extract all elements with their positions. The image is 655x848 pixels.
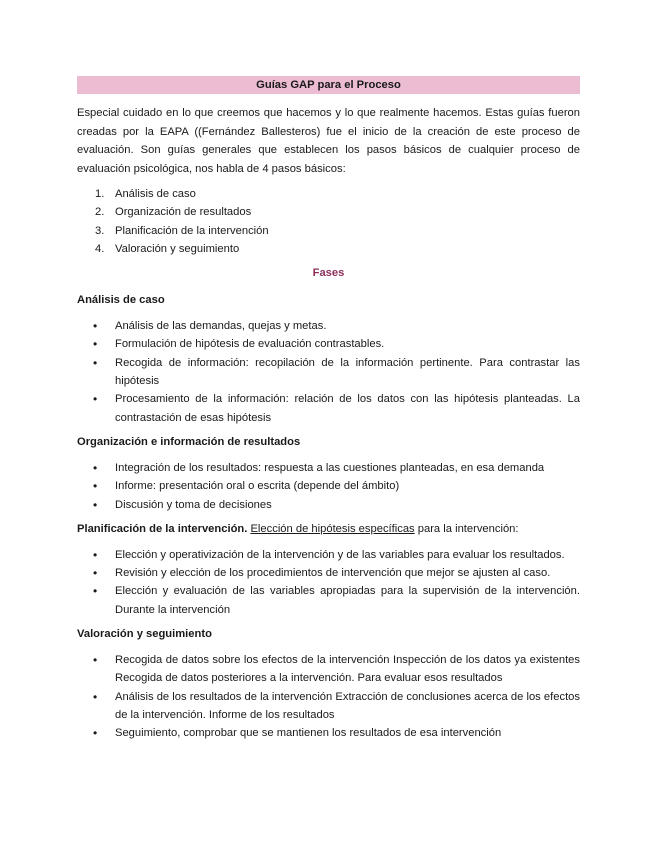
intro-paragraph: Especial cuidado en lo que creemos que hacemos y lo que realmente hacemos. Estas guías fueron creadas por la EAPA ((Fernández Ballesteros) fue el inicio de la creación de este proceso de evaluación. Son guías generales que establecen los pasos básicos de cualquier proceso de evaluación psicológica, nos habla de 4 pasos básicos: xyxy=(77,107,580,175)
section-heading-analisis: Análisis de caso xyxy=(77,294,165,307)
section-list-analisis xyxy=(77,317,580,427)
list-item: • Análisis de las demandas, quejas y metas. xyxy=(77,317,580,335)
list-item: • Análisis de los resultados de la intervención Extracción de conclusiones acerca de los efectos de la intervención. Informe de los resultados xyxy=(93,689,580,721)
section-heading-organizacion: Organización e información de resultados xyxy=(77,435,301,448)
list-item: • Integración de los resultados: respuesta a las cuestiones planteadas, en esa demanda xyxy=(77,459,580,477)
bullet-icon: • xyxy=(93,479,98,494)
bullet-icon: • xyxy=(93,584,98,599)
bullet-icon: • xyxy=(93,566,98,581)
list-item: 2. Organización de resultados xyxy=(95,206,252,219)
list-item: • Recogida de información: recopilación de la información pertinente. Para contrastar las hipótesis xyxy=(93,355,580,388)
steps-list xyxy=(77,185,580,258)
list-item: • Procesamiento de la información: relación de los datos con las hipótesis planteadas. La contrastación de esas hipótesis xyxy=(93,392,580,424)
bullet-icon: • xyxy=(93,392,98,407)
bullet-icon: • xyxy=(93,726,98,741)
list-item: • Seguimiento, comprobar que se mantienen los resultados de esa intervención xyxy=(77,724,580,742)
document-content xyxy=(77,76,580,749)
section-list-valoracion xyxy=(77,651,580,742)
document-title: Guías GAP para el Proceso xyxy=(77,76,580,94)
bullet-icon: • xyxy=(93,460,98,475)
bullet-icon: • xyxy=(93,355,98,370)
list-item: • Formulación de hipótesis de evaluación contrastables. xyxy=(77,335,580,353)
list-item: • Recogida de datos sobre los efectos de la intervención Inspección de los datos ya existentes Recogida de datos posteriores a la intervención. Para evaluar esos resultados xyxy=(93,653,580,685)
bullet-icon: • xyxy=(93,653,98,668)
fases-heading: Fases xyxy=(312,267,345,280)
bullet-icon: • xyxy=(93,689,98,704)
list-item: 3. Planificación de la intervención xyxy=(95,224,269,237)
section-heading-planificacion: Planificación de la intervención. Elección de hipótesis específicas para la intervención: xyxy=(77,522,519,535)
bullet-icon: • xyxy=(93,319,98,334)
list-item: • Elección y operativización de la intervención y de las variables para evaluar los resultados. xyxy=(77,546,580,564)
list-item: • Revisión y elección de los procedimientos de intervención que mejor se ajusten al caso. xyxy=(77,564,580,582)
bullet-icon: • xyxy=(93,337,98,352)
list-item: • Discusión y toma de decisiones xyxy=(77,496,580,514)
list-item: 4. Valoración y seguimiento xyxy=(95,242,240,255)
section-heading-valoracion: Valoración y seguimiento xyxy=(77,628,212,641)
list-item: • Elección y evaluación de las variables apropiadas para la supervisión de la intervención. Durante la intervención xyxy=(93,584,580,616)
underlined-phrase: Elección de hipótesis específicas xyxy=(250,522,415,535)
list-item: • Informe: presentación oral o escrita (depende del ámbito) xyxy=(77,477,580,495)
section-list-planificacion xyxy=(77,546,580,619)
section-list-organizacion xyxy=(77,459,580,514)
list-item: 1. Análisis de caso xyxy=(95,188,196,200)
bullet-icon: • xyxy=(93,497,98,512)
bullet-icon: • xyxy=(93,547,98,562)
